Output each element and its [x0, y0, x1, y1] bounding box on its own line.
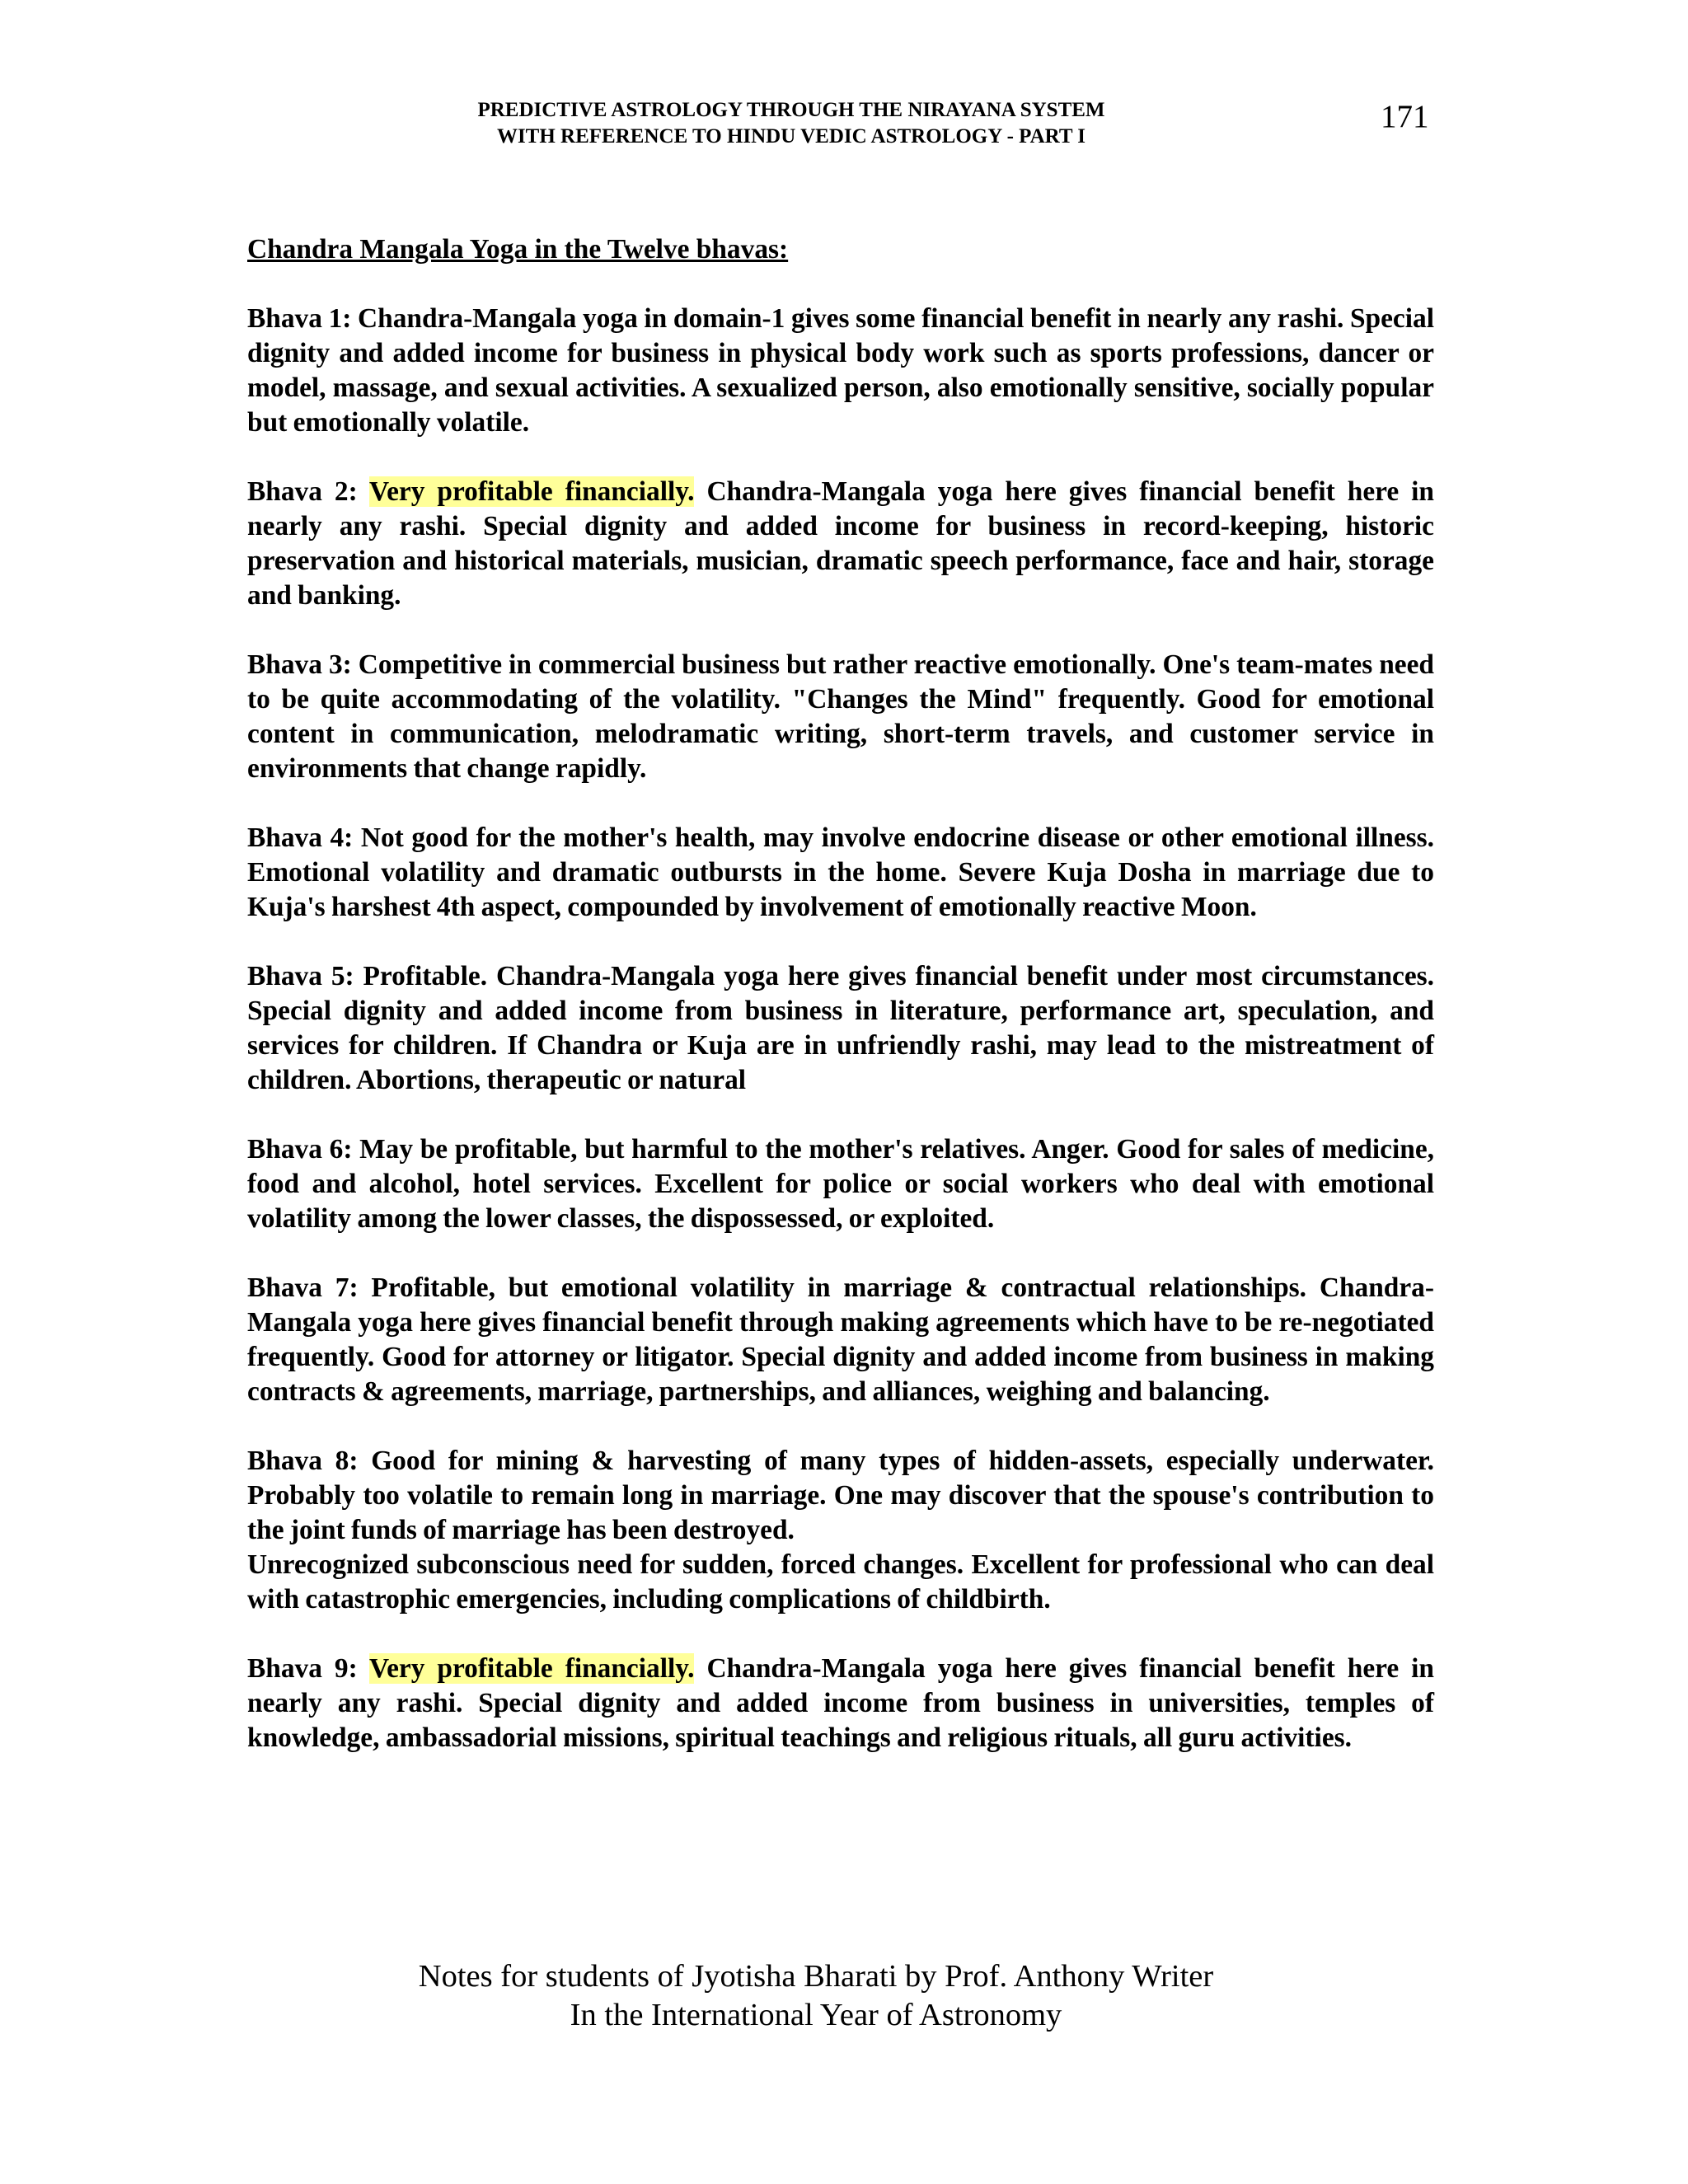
bhava-3-text: Bhava 3: Competitive in commercial business but rather reactive emotionally. One's team-mates need to be quite accommodating of the volatility. "Changes the Mind" frequently. Good for emotional content in communication, melodramatic writing, short-term travels, and customer service in environments that change rapidly. — [247, 649, 1434, 784]
bhava-9-paragraph — [247, 1652, 1434, 1755]
bhava-4-text: Bhava 4: Not good for the mother's health, may involve endocrine disease or other emotional illness. Emotional volatility and dramatic outbursts in the home. Severe Kuja Dosha in marriage due to Kuja's harshest 4th aspect, compounded by involvement of emotionally reactive Moon. — [247, 823, 1434, 922]
bhava-9-highlight: Very profitable financially. — [369, 1653, 695, 1684]
running-header — [247, 97, 1335, 150]
section-title: Chandra Mangala Yoga in the Twelve bhavas: — [247, 234, 789, 265]
page-body — [247, 232, 1434, 1790]
footer-line-2: In the International Year of Astronomy — [570, 1998, 1062, 2032]
bhava-7-text: Bhava 7: Profitable, but emotional volatility in marriage & contractual relationships. Chandra-Mangala yoga here gives financial benefit through making agreements which have to be re-negotiated frequently. Good for attorney or litigator. Special dignity and added income from business in making contracts & agreements, marriage, partnerships, and alliances, weighing and balancing. — [247, 1272, 1434, 1407]
bhava-8-text-continued: Unrecognized subconscious need for sudden, forced changes. Excellent for professional who can deal with catastrophic emergencies, including complications of childbirth. — [247, 1549, 1434, 1615]
page-number: 171 — [1381, 99, 1429, 134]
bhava-2-highlight: Very profitable financially. — [369, 476, 695, 507]
bhava-1-text: Bhava 1: Chandra-Mangala yoga in domain-1 gives some financial benefit in nearly any rashi. Special dignity and added income for business in physical body work such as sports professions, dancer or model, massage, and sexual activities. A sexualized person, also emotionally sensitive, socially popular but emotionally volatile. — [247, 303, 1434, 438]
bhava-3-paragraph — [247, 648, 1434, 786]
header-line-1: PREDICTIVE ASTROLOGY THROUGH THE NIRAYANA SYSTEM — [477, 99, 1105, 121]
bhava-9-text — [247, 1652, 1434, 1755]
footer-line-1: Notes for students of Jyotisha Bharati by Prof. Anthony Writer — [418, 1959, 1214, 1994]
bhava-9-rest: Chandra-Mangala yoga here gives financial benefit here in nearly any rashi. Special dignity and added income from business in universities, temples of knowledge, ambassadorial missions, spiritual teachings and religious rituals, all guru activities. — [247, 1653, 1434, 1753]
bhava-8-text: Bhava 8: Good for mining & harvesting of many types of hidden-assets, especially underwater. Probably too volatile to remain long in marriage. One may discover that the spouse's contribution to the joint funds of marriage has been destroyed. — [247, 1446, 1434, 1545]
bhava-9-label: Bhava 9: — [247, 1653, 370, 1684]
bhava-1-paragraph — [247, 302, 1434, 440]
bhava-5-text: Bhava 5: Profitable. Chandra-Mangala yoga here gives financial benefit under most circumstances. Special dignity and added income from business in literature, performance art, speculation, and services for children. If Chandra or Kuja are in unfriendly rashi, may lead to the mistreatment of children. Abortions, therapeutic or natural — [247, 961, 1434, 1095]
bhava-7-paragraph — [247, 1271, 1434, 1409]
header-line-2: WITH REFERENCE TO HINDU VEDIC ASTROLOGY - PART I — [496, 125, 1086, 148]
bhava-2-label: Bhava 2: — [247, 476, 370, 507]
bhava-5-paragraph — [247, 959, 1434, 1098]
bhava-2-text — [247, 475, 1434, 613]
bhava-6-paragraph — [247, 1132, 1434, 1236]
bhava-8-paragraph — [247, 1444, 1434, 1617]
bhava-2-rest: Chandra-Mangala yoga here gives financial benefit here in nearly any rashi. Special dignity and added income for business in record-keeping, historic preservation and historical materials, musician, dramatic speech performance, face and hair, storage and banking. — [247, 476, 1434, 611]
page-footer — [247, 1957, 1385, 2035]
bhava-2-paragraph — [247, 475, 1434, 613]
bhava-6-text: Bhava 6: May be profitable, but harmful to the mother's relatives. Anger. Good for sales of medicine, food and alcohol, hotel services. Excellent for police or social workers who deal with emotional volatility among the lower classes, the dispossessed, or exploited. — [247, 1134, 1434, 1234]
bhava-4-paragraph — [247, 821, 1434, 925]
